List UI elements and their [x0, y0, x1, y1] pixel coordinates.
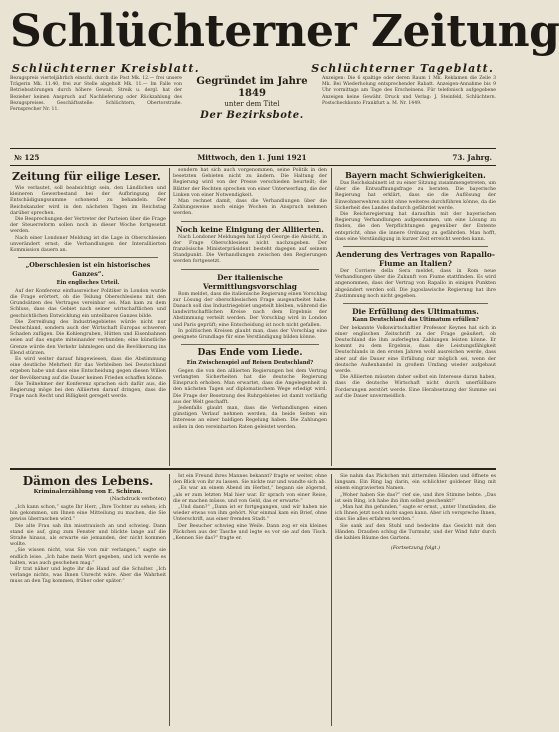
advertising-info: Anzeigen: Die 6 spaltige oder deren Raum 1 Mk. Reklamen die Zeile 3 Mk. Bei Wiederholung entsprechender Rabatt. Anzeigen-Annahme bis 9 Uhr vormittags am Tage des Erscheinens. Für telefonisch aufgegebene Anzeigen keine Gewähr. Druck und Verlag: J. Steinfeld, Schlüchtern. Postscheckkonto Frankfurt a. M. Nr. 1449. [322, 76, 496, 106]
feuilleton-column-b [173, 474, 327, 726]
section-divider [343, 303, 488, 304]
section-divider [181, 344, 319, 345]
section-paragraph: Der Corriere della Sera meldet, dass in Rom neue Verhandlungen über die Zukunft von Fiume stattfinden. Es wird angenommen, dass der Vertrag von Rapallo in einigen Punkten abgeändert werden soll. Die jugoslawische Regierung hat ihre Zustimmung noch nicht gegeben. [335, 269, 496, 299]
article-paragraph: Die Teilnehmer der Konferenz sprachen sich dafür aus, die Regierung möge bei den Alliierten darauf dringen, dass die Frage nach Recht und Billigkeit geregelt werde. [10, 381, 166, 400]
feuilleton-column-c [335, 474, 496, 726]
story-paragraph: „Woher haben Sie das?“ rief sie, und ihre Stimme bebte. „Das ist sein Ring, ich habe ihn ihm selbst geschenkt!“ [335, 492, 496, 504]
section-paragraph: Die Alliierten müssten daher selbst ein Interesse daran haben, dass die deutsche Wirtschaft nicht durch unerfüllbare Forderungen zerstört werde. Eine Herabsetzung der Summe sei auf die Dauer unvermeidlich. [335, 375, 496, 399]
story-paragraph: „Es war an einem Abend im Herbst,“ begann sie zögernd, „als er zum letzten Mal hier war. Er sprach von einer Reise, die er machen müsse, und von Geld, das er erwarte.“ [173, 486, 327, 504]
feuilleton-subtitle: Kriminalerzählung von E. Schirau. [33, 489, 143, 495]
issue-date: Mittwoch, den 1. Juni 1921 [197, 153, 307, 162]
story-paragraph: „Und dann?“ „Dann ist er fortgegangen, und wir haben nie wieder etwas von ihm gehört. Nur einmal kam ein Brief, ohne Unterschrift, aus einer fremden Stadt.“ [173, 505, 327, 523]
politics-intro-paragraph: sondern hat sich auch vorgenommen, seine Politik in den besetzten Gebieten nicht zu ändern. Die Haltung der Regierung wird von der Presse verschieden beurteilt; die Blätter der Rechten sprechen von einer Unterwerfung, die der Linken von einer Notwendigkeit. [173, 168, 327, 198]
politics-intro-paragraph: Man rechnet damit, dass die Verhandlungen über die Zahlungsweise noch einige Wochen in Anspruch nehmen werden. [173, 199, 327, 217]
section-title-rapallo: Aenderung des Vertrages von Rapallo-Fiume an Italien? [336, 250, 495, 269]
article-paragraph: Auf der Konferenz einflussreicher Politiker in London wurde die Frage erörtert, ob die Teilung Oberschlesiens mit den Grundsätzen des Vertrages vereinbar sei. Man kam zu dem Schluss, dass das Gebiet nach seiner wirtschaftlichen und geschichtlichen Entwicklung ein unteilbares Ganzes bilde. [10, 288, 166, 319]
story-paragraph: Er trat näher und legte ihr die Hand auf die Schulter. „Ich verlange nichts, was Ihnen Unrecht wäre. Aber die Wahrheit muss an den Tag kommen, früher oder später.“ [10, 567, 166, 585]
section-paragraph: In politischen Kreisen glaubt man, dass der Vorschlag eine geeignete Grundlage für eine Verständigung bilden könne. [173, 328, 327, 341]
continued-note: (Fortsetzung folgt.) [390, 545, 441, 552]
brief-news-paragraph: Die Besprechungen der Vertreter der Parteien über die Frage der Steuerreform sollen noch in dieser Woche fortgesetzt werden. [10, 217, 166, 235]
feuilleton-rule [10, 468, 496, 470]
section-subtitle-ende: Ein Zwischenspiel auf Reisen Deutschland? [186, 360, 314, 367]
issue-year: 73. Jahrg. [452, 153, 492, 162]
founded-line: Gegründet im Jahre 1849 [196, 76, 308, 99]
old-title: Der Bezirksbote. [200, 110, 304, 121]
column-brief-news [10, 168, 166, 466]
story-paragraph: „Sie wissen nicht, was Sie von mir verlangen,“ sagte sie endlich leise. „Ich habe mein Wort gegeben, und ich werde es halten, was auch geschehen mag.“ [10, 548, 166, 566]
story-paragraph: Die alte Frau sah ihn misstrauisch an und schwieg. Dann stand sie auf, ging zum Fenster und blickte lange auf die Straße hinaus, als erwarte sie jemanden, der nicht kommen wollte. [10, 523, 166, 548]
issue-number: № 125 [14, 153, 40, 162]
section-paragraph: Das Reichskabinett ist zu einer Sitzung zusammengetreten, um über die Entwaffnungsfrage zu beraten. Die bayerische Regierung hat erklärt, dass sie die Auflösung der Einwohnerwehren nicht ohne weiteres durchführen könne, da die Sicherheit des Landes dadurch gefährdet werde. [335, 181, 496, 211]
masthead-rule-top [10, 148, 496, 149]
column-rule [169, 474, 170, 726]
subscription-info: Bezugspreis vierteljährlich einschl. durch die Post Mk. 12.— frei unsere Trägerin Mk. 11.40, frei zur Stelle abgeholt Mk. 11.— Im Falle von Betriebsstörungen durch höhere Gewalt, Streik u. dergl. hat der Bezieher keinen Anspruch auf Nachlieferung oder Rückzahlung des Bezugspreises. Geschäftsstelle: Schlüchtern, Obertorstraße. Fernsprecher Nr. 11. [10, 76, 182, 113]
section-paragraph: Nach Londoner Meldungen hat Lloyd George die Absicht, in der Frage Oberschlesiens nicht nachzugeben. Der französische Ministerpräsident besteht dagegen auf seinem Standpunkt. Die Verhandlungen zwischen den Regierungen werden fortgesetzt. [173, 234, 327, 265]
brief-news-paragraph: Nach einer Londoner Meldung ist die Lage in Oberschlesien unverändert ernst; die Verhandlungen der Interalliierten Kommission dauern an. [10, 235, 166, 254]
section-title-ultimatum: Die Erfüllung des Ultimatums. [352, 307, 479, 317]
section-paragraph: Der bekannte Volkswirtschaftler Professor Keynes hat sich in einer englischen Zeitschrift zu der Frage geäußert, ob Deutschland die ihm auferlegten Zahlungen leisten könne. Er kommt zu dem Ergebnis, dass die Leistungsfähigkeit Deutschlands in den ersten Jahren wohl ausreichen werde, dass aber auf die Dauer eine Erfüllung nur möglich sei, wenn der deutsche Außenhandel in großem Umfang wieder aufgebaut werde. [335, 325, 496, 374]
section-paragraph: Gegen die von den alliierten Regierungen bei dem Vertrag verlangten Sicherheiten hat die deutsche Regierung Einspruch erhoben. Man erwartet, dass die Angelegenheit in den nächsten Tagen auf diplomatischem Wege erledigt wird. Die Frage der Besetzung des Ruhrgebietes ist damit vorläufig aus der Welt geschafft. [173, 368, 327, 405]
column-foreign-news [335, 168, 496, 466]
section-paragraph: Die Reichsregierung hat daraufhin mit der bayerischen Regierung Verhandlungen aufgenommen, um eine Lösung zu finden, die den Verpflichtungen gegenüber der Entente entspricht, ohne die innere Ordnung zu gefährden. Man hofft, dass eine Verständigung in kurzer Zeit erreicht werden kann. [335, 212, 496, 242]
article-subtitle-oberschlesien: Ein englisches Urteil. [56, 280, 120, 287]
founding-info [185, 76, 319, 122]
article-title-oberschlesien: „Oberschlesien ist ein historisches Ganzes“. [25, 261, 151, 279]
brief-news-title: Zeitung für eilige Leser. [12, 170, 161, 183]
feuilleton-title: Dämon des Lebens. [22, 474, 154, 488]
story-paragraph: Sie nahm das Päckchen mit zitternden Händen und öffnete es langsam. Ein Ring lag darin, ein schlichter goldener Ring mit einem eingravierten Namen. [335, 474, 496, 492]
story-paragraph: Der Besucher schwieg eine Weile. Dann zog er ein kleines Päckchen aus der Tasche und legte es vor sie auf den Tisch. „Kennen Sie das?“ fragte er. [173, 523, 327, 542]
column-rule [169, 168, 170, 466]
article-paragraph: Die Zerreißung des Industriegebietes würde nicht nur Deutschland, sondern auch der Wirtschaft Europas schweren Schaden zufügen. Die Kohlengruben, Hütten und Eisenbahnen seien auf das engste miteinander verbunden; eine künstliche Grenze würde den Verkehr lahmlegen und die Bevölkerung ins Elend stürzen. [10, 319, 166, 356]
section-divider [181, 221, 319, 222]
section-paragraph: Jedenfalls glaubt man, dass die Verhandlungen einen günstigen Verlauf nehmen werden, da beide Seiten ein Interesse an einer baldigen Regelung haben. Die Zahlungen sollen in den vereinbarten Raten geleistet werden. [173, 405, 327, 430]
section-title-vermittlung: Der italienische Vermittlungsvorschlag [203, 272, 297, 291]
column-rule [331, 474, 332, 726]
masthead-rule-bottom [10, 165, 496, 166]
story-paragraph: „Ich kann schon,“ sagte Ihr Herr, „Ihre Tochter zu sehen; ich bin gekommen, um Ihnen eine Mitteilung zu machen, die Sie gewiss überraschen wird.“ [10, 505, 166, 523]
brief-news-paragraph: Wie verlautet, soll beabsichtigt sein, den Ländlichen und kleineren Gewerbestand bei der Aufbringung der Entschädigungssumme schonend zu behandeln. Der Reichskanzler wird in den nächsten Tagen im Reichstag darüber sprechen. [10, 186, 166, 216]
section-subtitle-ultimatum: Kann Deutschland das Ultimatum erfüllen? [352, 317, 479, 324]
section-paragraph: Rom meldet, dass die italienische Regierung einen Vorschlag zur Lösung der oberschlesischen Frage ausgearbeitet habe. Danach soll das Industriegebiet ungeteilt bleiben, während die landwirtschaftlichen Kreise nach dem Ergebnis der Abstimmung verteilt werden. Der Vorschlag wird in London und Paris geprüft; eine Entscheidung ist noch nicht gefallen. [173, 291, 327, 328]
feuilleton-column-a [10, 474, 166, 726]
section-divider [343, 246, 488, 247]
newspaper-title: Schlüchterner Zeitung [10, 6, 559, 57]
section-divider [181, 269, 319, 270]
story-paragraph: Sie sank auf den Stuhl und bedeckte das Gesicht mit den Händen. Draußen schlug die Turmuhr, und der Wind fuhr durch die kahlen Bäume des Gartens. [335, 523, 496, 542]
right-subtitle: Schlüchterner Tageblatt. [311, 62, 494, 75]
section-title-alliierten: Noch keine Einigung der Alliierten. [176, 224, 324, 234]
story-paragraph: Ist ein Freund ihres Mannes bekannt? fragte er weiter, ohne den Blick von ihr zu lassen. Sie nickte nur und wandte sich ab. [173, 474, 327, 486]
section-title-ende: Das Ende vom Liede. [197, 348, 303, 359]
column-politics [173, 168, 327, 466]
section-divider [18, 257, 158, 258]
section-title-bayern: Bayern macht Schwierigkeiten. [345, 170, 486, 180]
left-subtitle: Schlüchterner Kreisblatt. [12, 62, 200, 75]
story-paragraph: „Man hat ihn gefunden,“ sagte er ernst, „unter Umständen, die ich Ihnen jetzt noch nicht sagen kann. Aber ich verspreche Ihnen, dass Sie alles erfahren werden.“ [335, 505, 496, 523]
column-rule [331, 168, 332, 466]
article-paragraph: Es wird weiter darauf hingewiesen, dass die Abstimmung eine deutliche Mehrheit für das Verbleiben bei Deutschland ergeben habe und dass eine Entscheidung gegen diesen Willen der Bevölkerung auf die Dauer keinen Frieden schaffen könne. [10, 356, 166, 381]
founded-note: unter dem Titel [224, 100, 280, 108]
feuilleton-note: (Nachdruck verboten) [109, 496, 166, 502]
